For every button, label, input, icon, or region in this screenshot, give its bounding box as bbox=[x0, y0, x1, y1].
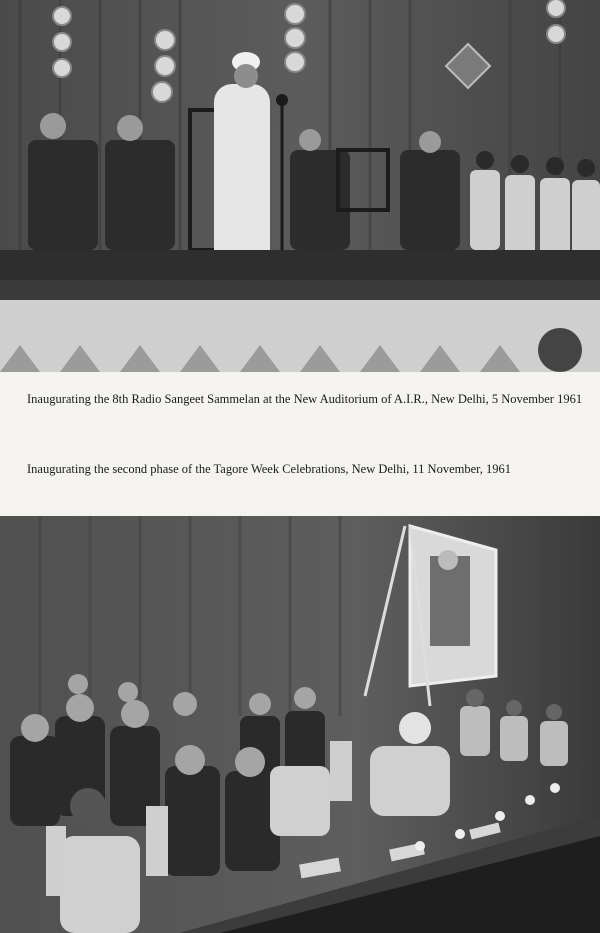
photo-radio-sangeet-sammelan bbox=[0, 0, 600, 372]
audience-photo-illustration bbox=[0, 516, 600, 933]
photo-tagore-week-celebrations bbox=[0, 516, 600, 933]
photo-caption-tagore-week: Inaugurating the second phase of the Tagore Week Celebrations, New Delhi, 11 November, 1961 bbox=[27, 462, 512, 476]
photo-caption-radio-sangeet: Inaugurating the 8th Radio Sangeet Sammelan at the New Auditorium of A.I.R., New Delhi, 5 November 1961 bbox=[27, 392, 583, 406]
stage-photo-illustration bbox=[0, 0, 600, 372]
